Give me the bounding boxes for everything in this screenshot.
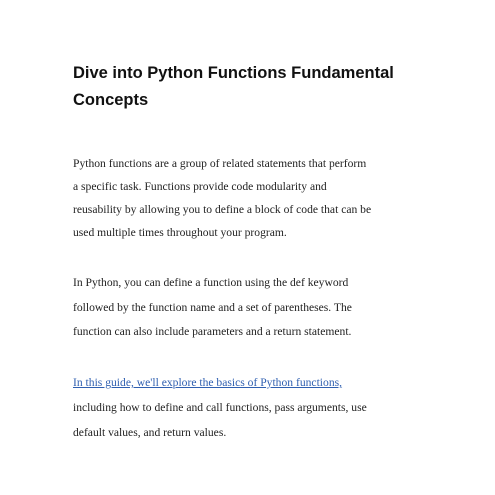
guide-link[interactable]: In this guide, we'll explore the basics of Python functions,	[73, 376, 343, 389]
paragraph-line: default values, and return values.	[73, 426, 227, 439]
paragraph-line: In Python, you can define a function using the def keyword	[73, 276, 349, 289]
guide-paragraph	[73, 370, 433, 445]
paragraph-line: function can also include parameters and a return statement.	[73, 325, 352, 338]
article-title-line-2: Concepts	[73, 91, 149, 109]
article-title	[73, 60, 433, 114]
paragraph-line: a specific task. Functions provide code modularity and	[73, 180, 327, 193]
paragraph-line: Python functions are a group of related statements that perform	[73, 157, 367, 170]
article-title-line-1: Dive into Python Functions Fundamental	[73, 64, 394, 82]
paragraph-line: followed by the function name and a set of parentheses. The	[73, 300, 352, 314]
paragraph-line: including how to define and call functions, pass arguments, use	[73, 401, 367, 414]
paragraph-line: reusability by allowing you to define a block of code that can be	[73, 203, 372, 216]
paragraph-line: used multiple times throughout your program.	[73, 226, 287, 239]
definition-paragraph	[73, 271, 433, 345]
intro-paragraph	[73, 152, 433, 244]
